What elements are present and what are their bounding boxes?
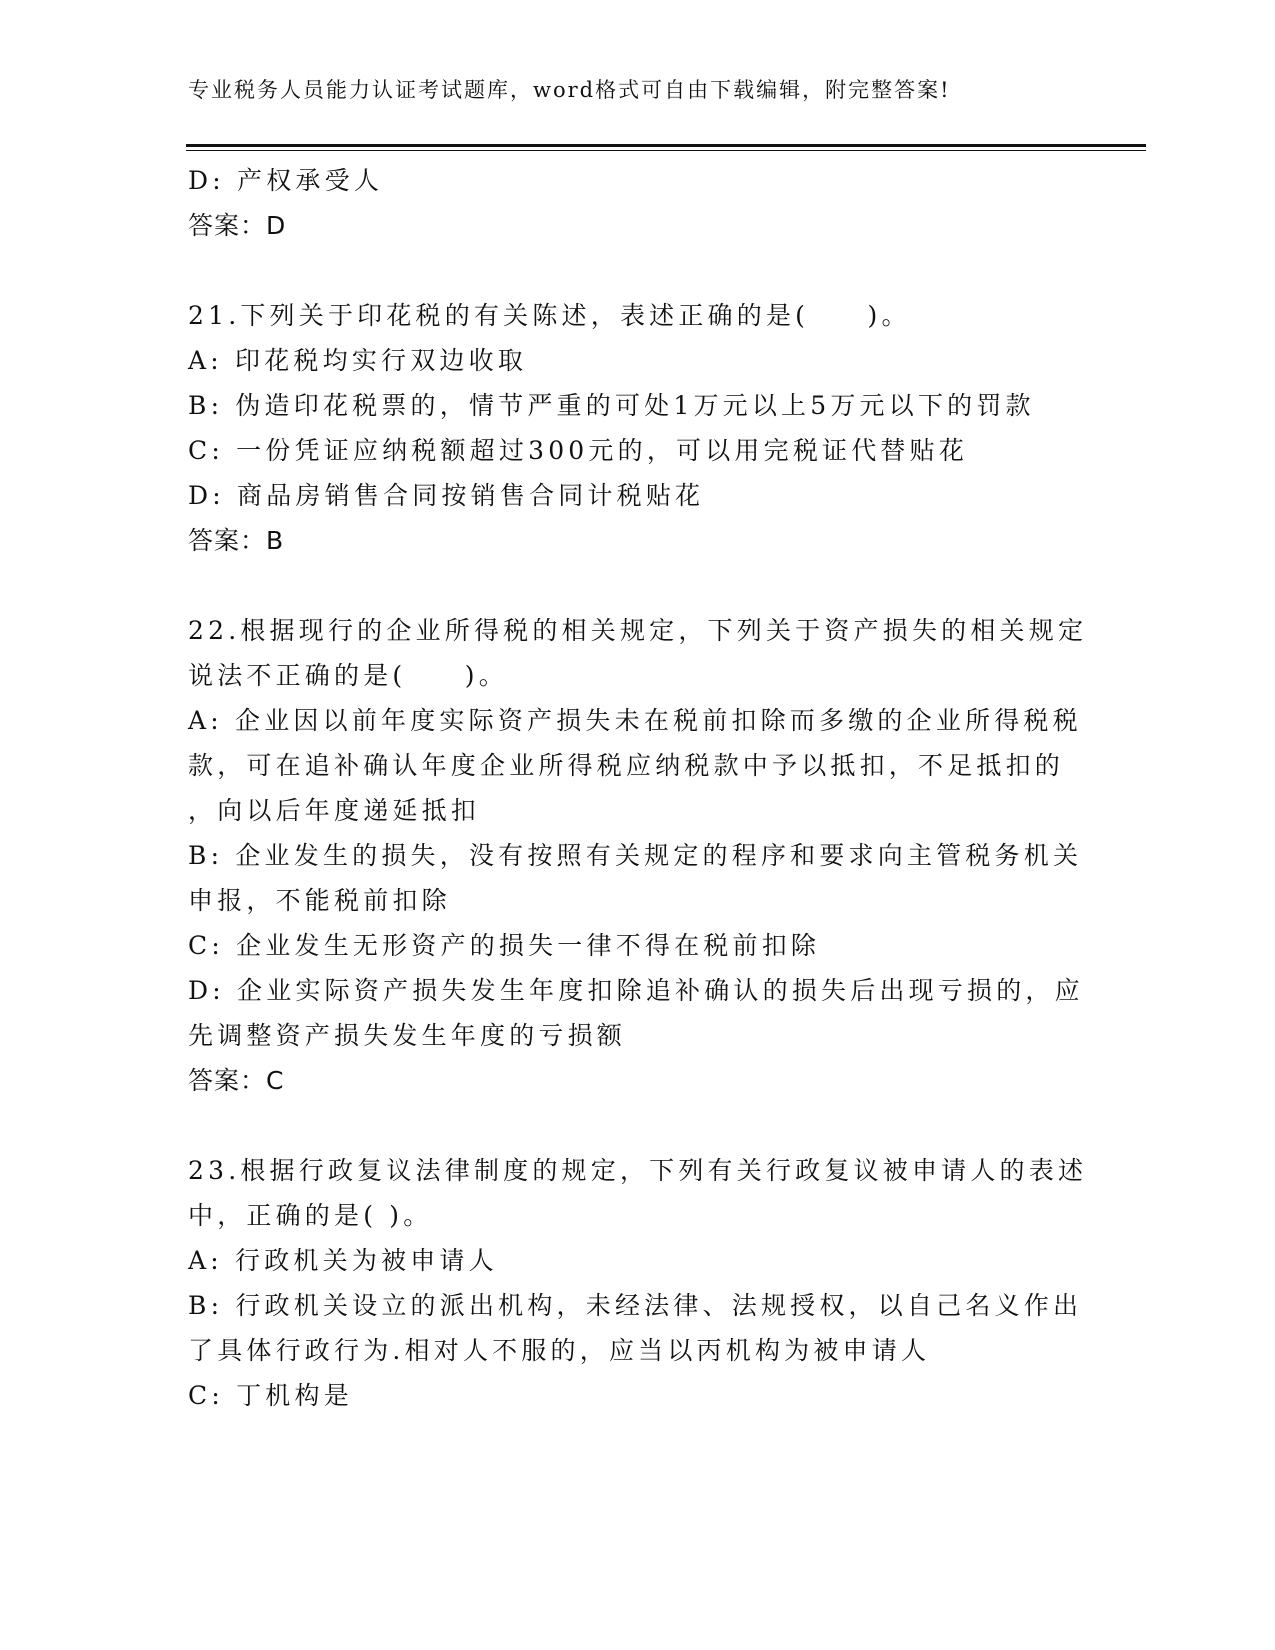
- text-line: 款，可在追补确认年度企业所得税应纳税款中予以抵扣，不足抵扣的: [188, 751, 1065, 780]
- text-line: D: 商品房销售合同按销售合同计税贴花: [188, 481, 705, 510]
- text-line: B: 企业发生的损失，没有按照有关规定的程序和要求向主管税务机关: [188, 841, 1083, 870]
- text-line: 说法不正确的是( )。: [188, 661, 508, 690]
- text-line: B: 伪造印花税票的，情节严重的可处1万元以上5万元以下的罚款: [188, 391, 1035, 420]
- text-line: A: 行政机关为被申请人: [188, 1246, 498, 1275]
- answer-line: 答案：D: [188, 211, 287, 240]
- header-rule-thin: [186, 150, 1146, 151]
- text-line: C: 企业发生无形资产的损失一律不得在税前扣除: [188, 931, 821, 960]
- header-rule-thick: [186, 144, 1146, 147]
- text-line: A: 企业因以前年度实际资产损失未在税前扣除而多缴的企业所得税税: [188, 706, 1082, 735]
- spacer: [188, 248, 1088, 293]
- text-line: 22.根据现行的企业所得税的相关规定，下列关于资产损失的相关规定: [188, 616, 1088, 645]
- text-line: 申报，不能税前扣除: [188, 886, 451, 915]
- text-line: 21.下列关于印花税的有关陈述，表述正确的是( )。: [188, 301, 911, 330]
- spacer: [188, 1103, 1088, 1148]
- text-line: 中，正确的是( )。: [188, 1201, 433, 1230]
- text-line: C: 一份凭证应纳税额超过300元的，可以用完税证代替贴花: [188, 436, 969, 465]
- answer-line: 答案：C: [188, 1066, 285, 1095]
- answer-line: 答案：B: [188, 526, 285, 555]
- text-line: B: 行政机关设立的派出机构，未经法律、法规授权，以自己名义作出: [188, 1291, 1083, 1320]
- text-line: D: 产权承受人: [188, 166, 384, 195]
- text-line: C: 丁机构是: [188, 1381, 353, 1410]
- spacer: [188, 563, 1088, 608]
- question-content: [188, 158, 1088, 1418]
- text-line: ，向以后年度递延抵扣: [188, 796, 481, 825]
- page-header: 专业税务人员能力认证考试题库，word格式可自由下载编辑，附完整答案!: [188, 78, 951, 102]
- text-line: 先调整资产损失发生年度的亏损额: [188, 1021, 627, 1050]
- text-line: D: 企业实际资产损失发生年度扣除追补确认的损失后出现亏损的，应: [188, 976, 1084, 1005]
- text-line: 23.根据行政复议法律制度的规定，下列有关行政复议被申请人的表述: [188, 1156, 1088, 1185]
- text-line: A: 印花税均实行双边收取: [188, 346, 528, 375]
- text-line: 了具体行政行为.相对人不服的，应当以丙机构为被申请人: [188, 1336, 931, 1365]
